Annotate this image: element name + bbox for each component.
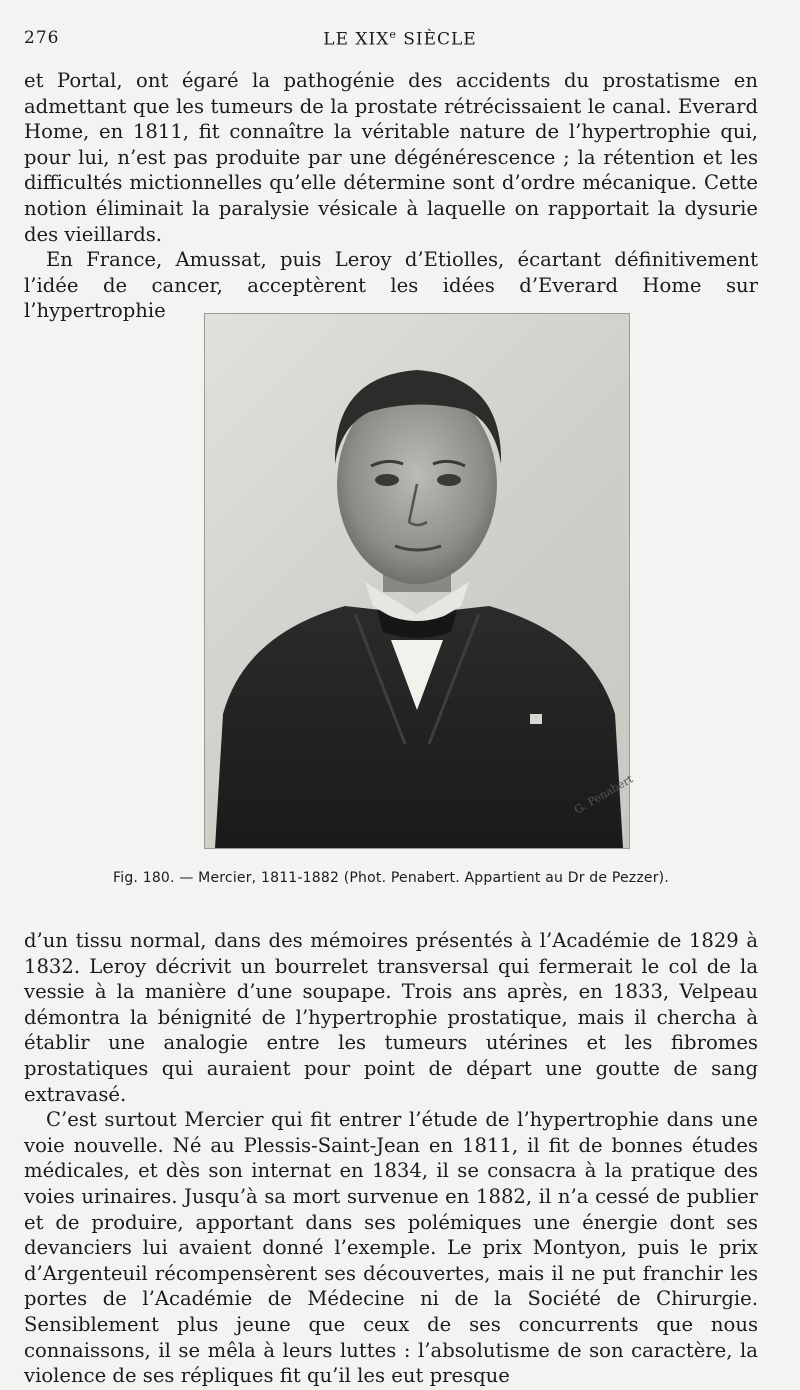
photographer-signature: G. Penabert	[572, 772, 636, 817]
running-title	[24, 28, 776, 50]
page-number: 276	[24, 28, 60, 48]
running-title-rest: SIÈCLE	[396, 29, 477, 50]
running-header	[24, 28, 776, 52]
running-title-main: LE XIX	[323, 29, 390, 50]
running-title-superscript: e	[389, 28, 397, 41]
paragraph: d’un tissu normal, dans des mémoires présentés à l’Académie de 1829 à 1832. Leroy décrivit un bourrelet transversal qui fermerait le col de la vessie à la manière d’une soupape. Trois ans après, en 1833, Velpeau démontra la bénignité de l’hypertrophie prostatique, mais il chercha à établir une analogie entre les tumeurs utérines et les fibromes prostatiques qui auraient pour point de départ une goutte de sang extravasé.	[24, 929, 758, 1106]
text-block-bottom	[24, 928, 758, 1389]
portrait-photograph	[204, 313, 636, 849]
decoration-rosette	[530, 714, 542, 724]
text-block-top	[24, 68, 758, 324]
paragraph: C’est surtout Mercier qui fit entrer l’étude de l’hypertrophie dans une voie nouvelle. Né au Plessis-Saint-Jean en 1811, il fit de bonnes études médicales, et dès son internat en 1834, il se consacra à la pratique des voies urinaires. Jusqu’à sa mort survenue en 1882, il n’a cessé de publier et de produire, apportant dans ses polémiques une énergie dont ses devanciers lui avaient donné l’exemple. Le prix Montyon, puis le prix d’Argenteuil récompensèrent ses découvertes, mais il ne put franchir les portes de l’Académie de Médecine ni de la Société de Chirurgie. Sensiblement plus jeune que ceux de ses concurrents que nous connaissons, il se mêla à leurs luttes : l’absolutisme de son caractère, la violence de ses répliques fit qu’il les eut presque	[24, 1108, 758, 1388]
paragraph: En France, Amussat, puis Leroy d’Etiolles, écartant définitivement l’idée de cancer, acceptèrent les idées d’Everard Home sur l’hypertrophie	[24, 248, 758, 323]
figure-caption: Fig. 180. — Mercier, 1811-1882 (Phot. Penabert. Appartient au Dr de Pezzer).	[113, 870, 669, 886]
portrait-illustration	[205, 314, 636, 848]
paragraph: et Portal, ont égaré la pathogénie des accidents du prostatisme en admettant que les tumeurs de la prostate rétrécissaient le canal. Everard Home, en 1811, fit connaître la véritable nature de l’hypertrophie qui, pour lui, n’est pas produite par une dégénérescence ; la rétention et les difficultés mictionnelles qu’elle détermine sont d’ordre mécanique. Cette notion éliminait la paralysie vésicale à laquelle on rapportait la dysurie des vieillards.	[24, 69, 758, 246]
